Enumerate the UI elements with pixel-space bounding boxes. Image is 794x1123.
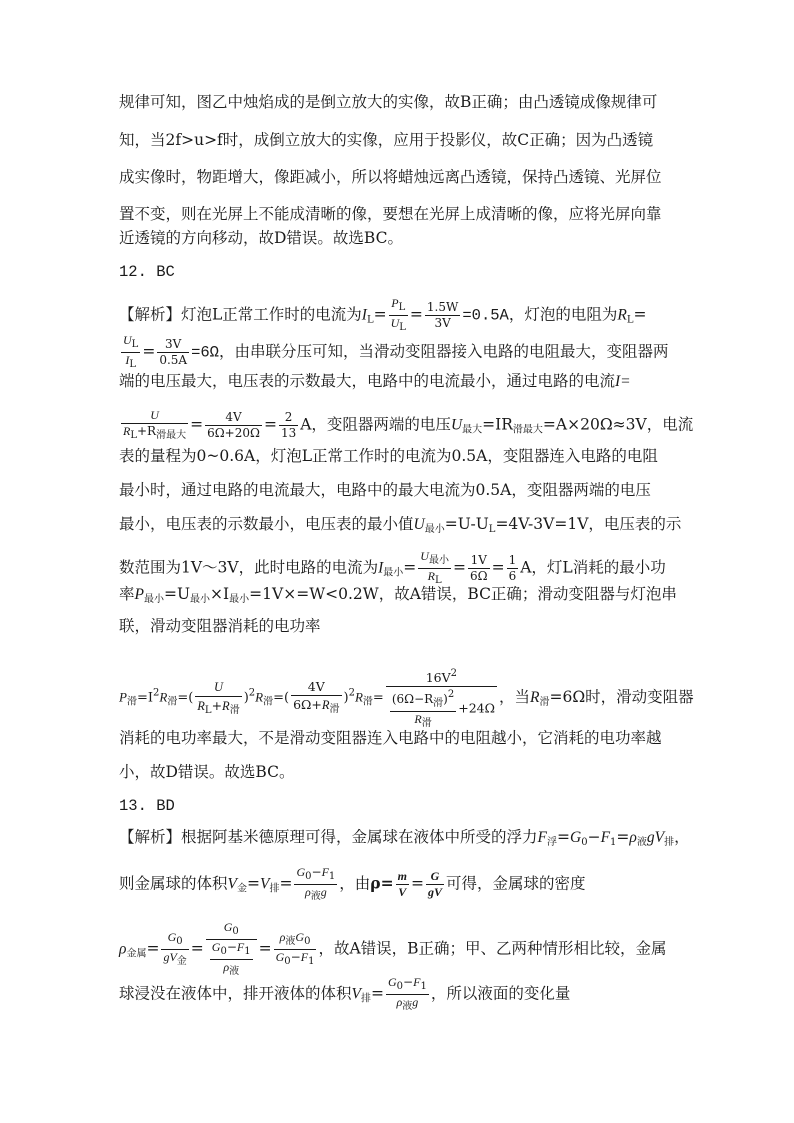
line-12-2: $\frac{U_L}{I_L}$ = $\frac{3V}{0.5A}$ =6Ω，由串联分压可知，当滑动变阻器接入电路的电阻最大，变阻器两 — [123, 333, 669, 370]
line-3: 成实像时，物距增大，像距减小，所以将蜡烛远离凸透镜，保持凸透镜、光屏位 — [119, 168, 662, 186]
line-12-5: 表的量程为0~0.6A，灯泡L正常工作时的电流为0.5A，变阻器连入电路的电阻 — [119, 447, 658, 465]
line-1: 规律可知，图乙中烛焰成的是倒立放大的实像，故B正确；由凸透镜成像规律可 — [119, 93, 658, 111]
line-12-9: 率$P_{最小}=U_{最小}\times I_{最小}=1V\times=W<0.2W$，故A错误，BC正确；滑动变阻器与灯泡串 — [119, 585, 677, 605]
answer-13: 13. BD — [119, 797, 175, 815]
line-4: 置不变，则在光屏上不能成清晰的像，要想在光屏上成清晰的像，应将光屏向靠 — [119, 205, 662, 223]
line-12-11: $P_滑=I^2R_滑=$( $\frac{U}{R_L+R_滑}$ )$^2R_滑=$( $\frac{4V}{6\Omega+R_滑}$ )$^2R_滑=$ $16V^2$ $\frac{(6\Omega-R_滑)^2}{R_滑}$ +24Ω ，当$R_滑=6\Omega$时，滑动变阻器 — [119, 665, 694, 731]
line-5: 近透镜的方向移动，故D错误。故选BC。 — [119, 229, 403, 247]
answer-12: 12. BC — [119, 263, 175, 281]
line-13-3: $\rho_{金属}=$ $\frac{G_0}{gV_金}$ = $\frac{G_0}{\frac{G_0-F_1}{\rho_液}}$ = $\frac{\rho_液G_0}{G_0-F_1}$ ，故A错误，B正确；甲、乙两种情形相比较，金属 — [119, 920, 667, 977]
line-12-13: 小，故D错误。故选BC。 — [119, 763, 295, 781]
line-12-1: 【解析】灯泡L正常工作时的电流为$I_L=$ $\frac{P_L}{U_L}$ = $\frac{1.5W}{3V}$ =0.5A，灯泡的电阻为$R_L=$ — [119, 296, 647, 333]
line-12-12: 消耗的电功率最大，不是滑动变阻器连入电路中的电阻越小，它消耗的电功率越 — [119, 729, 662, 747]
line-12-10: 联，滑动变阻器消耗的电功率 — [119, 617, 321, 635]
line-13-1: 【解析】根据阿基米德原理可得，金属球在液体中所受的浮力$F_浮=G_0-F_1=\rho_液gV_排$， — [119, 828, 690, 848]
line-13-4: 球浸没在液体中，排开液体的体积$V_排=$ $\frac{G_0-F_1}{\rho_液g}$ ，所以液面的变化量 — [119, 975, 571, 1012]
line-12-7: 最小，电压表的示数最小，电压表的最小值$U_{最小}=U-U_L=4V-3V=1V$，电压表的示 — [119, 515, 682, 535]
line-13-2: 则金属球的体积$V_金=V_排=$ $\frac{G_0-F_1}{\rho_液g}$ ，由ρ= $\frac{m}{V}$ = $\frac{G}{gV}$ 可得，金属球的密度 — [119, 865, 586, 902]
line-12-8: 数范围为1V～3V，此时电路的电流为$I_{最小}=$ $\frac{U_{最小}}{R_L}$ = $\frac{1V}{6\Omega}$ = $\frac{1}{6}$ A，灯L消耗的最小功 — [119, 549, 666, 586]
line-2: 知，当2f>u>f时，成倒立放大的实像，应用于投影仪，故C正确；因为凸透镜 — [119, 131, 654, 149]
line-12-6: 最小时，通过电路的电流最大，电路中的最大电流为0.5A，变阻器两端的电压 — [119, 481, 651, 499]
line-12-3: 端的电压最大，电压表的示数最大，电路中的电流最小，通过电路的电流I= — [119, 372, 631, 390]
line-12-4: $\frac{U}{R_L+R_{滑最大}}$ = $\frac{4V}{6\Omega+20\Omega}$ = $\frac{2}{13}$ A，变阻器两端的电压$U_{最大}=IR_{滑最大}=A\times 20\Omega\approx 3V$，电流 — [123, 408, 694, 441]
